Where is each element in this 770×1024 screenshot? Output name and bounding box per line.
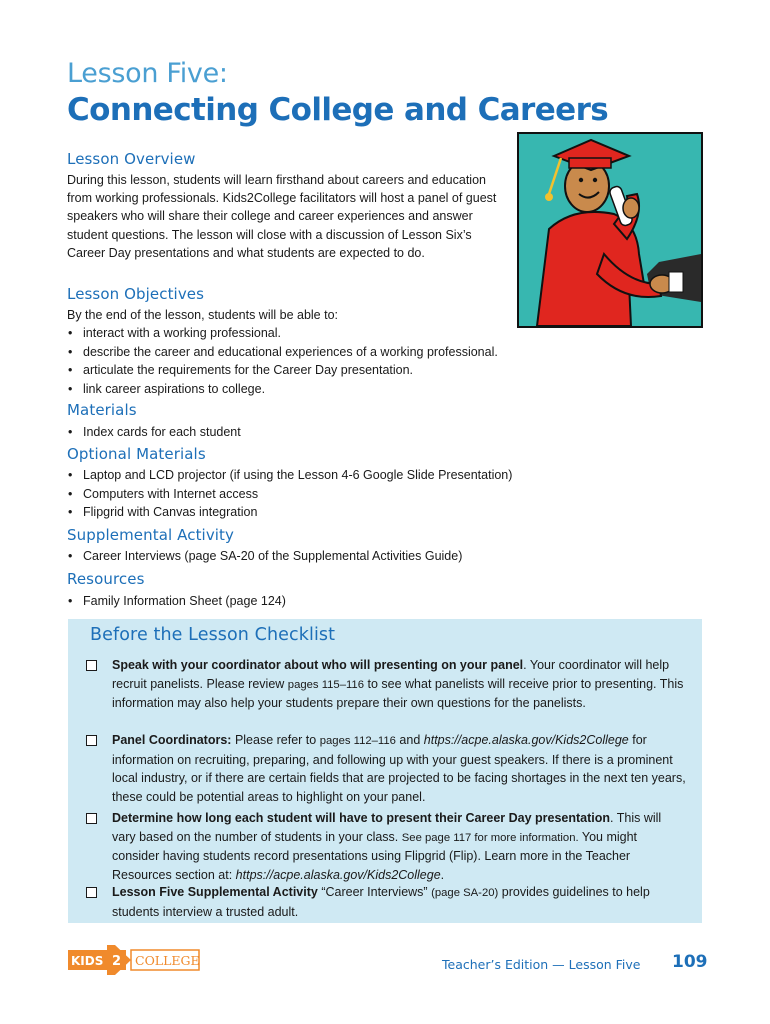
graduate-illustration bbox=[517, 132, 703, 328]
objectives-list bbox=[67, 324, 498, 398]
list-item: • link career aspirations to college. bbox=[67, 380, 498, 399]
optional-heading: Optional Materials bbox=[67, 445, 206, 463]
resources-heading: Resources bbox=[67, 570, 145, 588]
list-item: • Career Interviews (page SA-20 of the Supplemental Activities Guide) bbox=[67, 547, 462, 566]
logo-college-text: COLLEGE bbox=[135, 953, 200, 968]
objectives-heading: Lesson Objectives bbox=[67, 285, 205, 303]
checklist-title: Before the Lesson Checklist bbox=[90, 625, 336, 645]
list-item: • Laptop and LCD projector (if using the Lesson 4-6 Google Slide Presentation) bbox=[67, 466, 512, 485]
overview-heading: Lesson Overview bbox=[67, 150, 196, 168]
checklist-item bbox=[86, 809, 686, 884]
checkbox-icon[interactable] bbox=[86, 660, 97, 671]
checkbox-icon[interactable] bbox=[86, 735, 97, 746]
checkbox-icon[interactable] bbox=[86, 887, 97, 898]
kids2college-logo bbox=[67, 944, 200, 976]
checklist-item bbox=[86, 883, 686, 921]
overview-text: During this lesson, students will learn firsthand about careers and education from working professionals. Kids2College facilitators will host a panel of guest speakers who will share their college and career experiences and answer student questions. The lesson will close with a discussion of Lesson Six’s Career Day presentations and what students are expected to do. bbox=[67, 173, 497, 260]
list-item: • articulate the requirements for the Career Day presentation. bbox=[67, 361, 498, 380]
supplemental-list bbox=[67, 547, 462, 566]
resources-list bbox=[67, 592, 286, 611]
materials-list bbox=[67, 423, 241, 442]
objectives-intro: By the end of the lesson, students will be able to: bbox=[67, 308, 339, 322]
lesson-title: Connecting College and Careers bbox=[67, 92, 609, 128]
optional-list bbox=[67, 466, 512, 522]
list-item: • Index cards for each student bbox=[67, 423, 241, 442]
materials-heading: Materials bbox=[67, 401, 137, 419]
checkbox-icon[interactable] bbox=[86, 813, 97, 824]
footer-edition: Teacher’s Edition — Lesson Five bbox=[442, 957, 641, 972]
checklist-item bbox=[86, 731, 686, 806]
list-item: • describe the career and educational experiences of a working professional. bbox=[67, 343, 498, 362]
list-item: • Flipgrid with Canvas integration bbox=[67, 503, 512, 522]
list-item: • Computers with Internet access bbox=[67, 485, 512, 504]
list-item: • interact with a working professional. bbox=[67, 324, 498, 343]
checklist-item-text: Lesson Five Supplemental Activity “Career Interviews” (page SA-20) provides guidelines to help students interview a trusted adult. bbox=[112, 885, 650, 919]
checklist-item-text: Speak with your coordinator about who will presenting on your panel. Your coordinator will help recruit panelists. Please review pages 115–116 to see what panelists will receive prior to presenting. This information may also help your students prepare their own questions for the panelists. bbox=[112, 658, 684, 711]
checklist-item bbox=[86, 656, 686, 713]
list-item: • Family Information Sheet (page 124) bbox=[67, 592, 286, 611]
supplemental-heading: Supplemental Activity bbox=[67, 526, 235, 544]
lesson-kicker: Lesson Five: bbox=[67, 58, 228, 89]
page-number: 109 bbox=[672, 952, 708, 972]
logo-number-text: 2 bbox=[112, 954, 122, 969]
checklist-item-text: Panel Coordinators: Please refer to pages 112–116 and https://acpe.alaska.gov/Kids2College for information on recruiting, preparing, and following up with your guest speakers. If there is a prominent local industry, or if there are certain fields that are projected to be facing shortages in the next ten years, these could be potential areas to highlight on your panel. bbox=[112, 733, 686, 804]
checklist-box bbox=[68, 619, 702, 923]
checklist-item-text: Determine how long each student will have to present their Career Day presentation. This will vary based on the number of students in your class. See page 117 for more information. You might consider having students record presentations using Flipgrid (Flip). Learn more in the Teacher Resources section at: https://acpe.alaska.gov/Kids2College. bbox=[112, 811, 662, 882]
logo-kids-text: KIDS bbox=[71, 954, 104, 968]
